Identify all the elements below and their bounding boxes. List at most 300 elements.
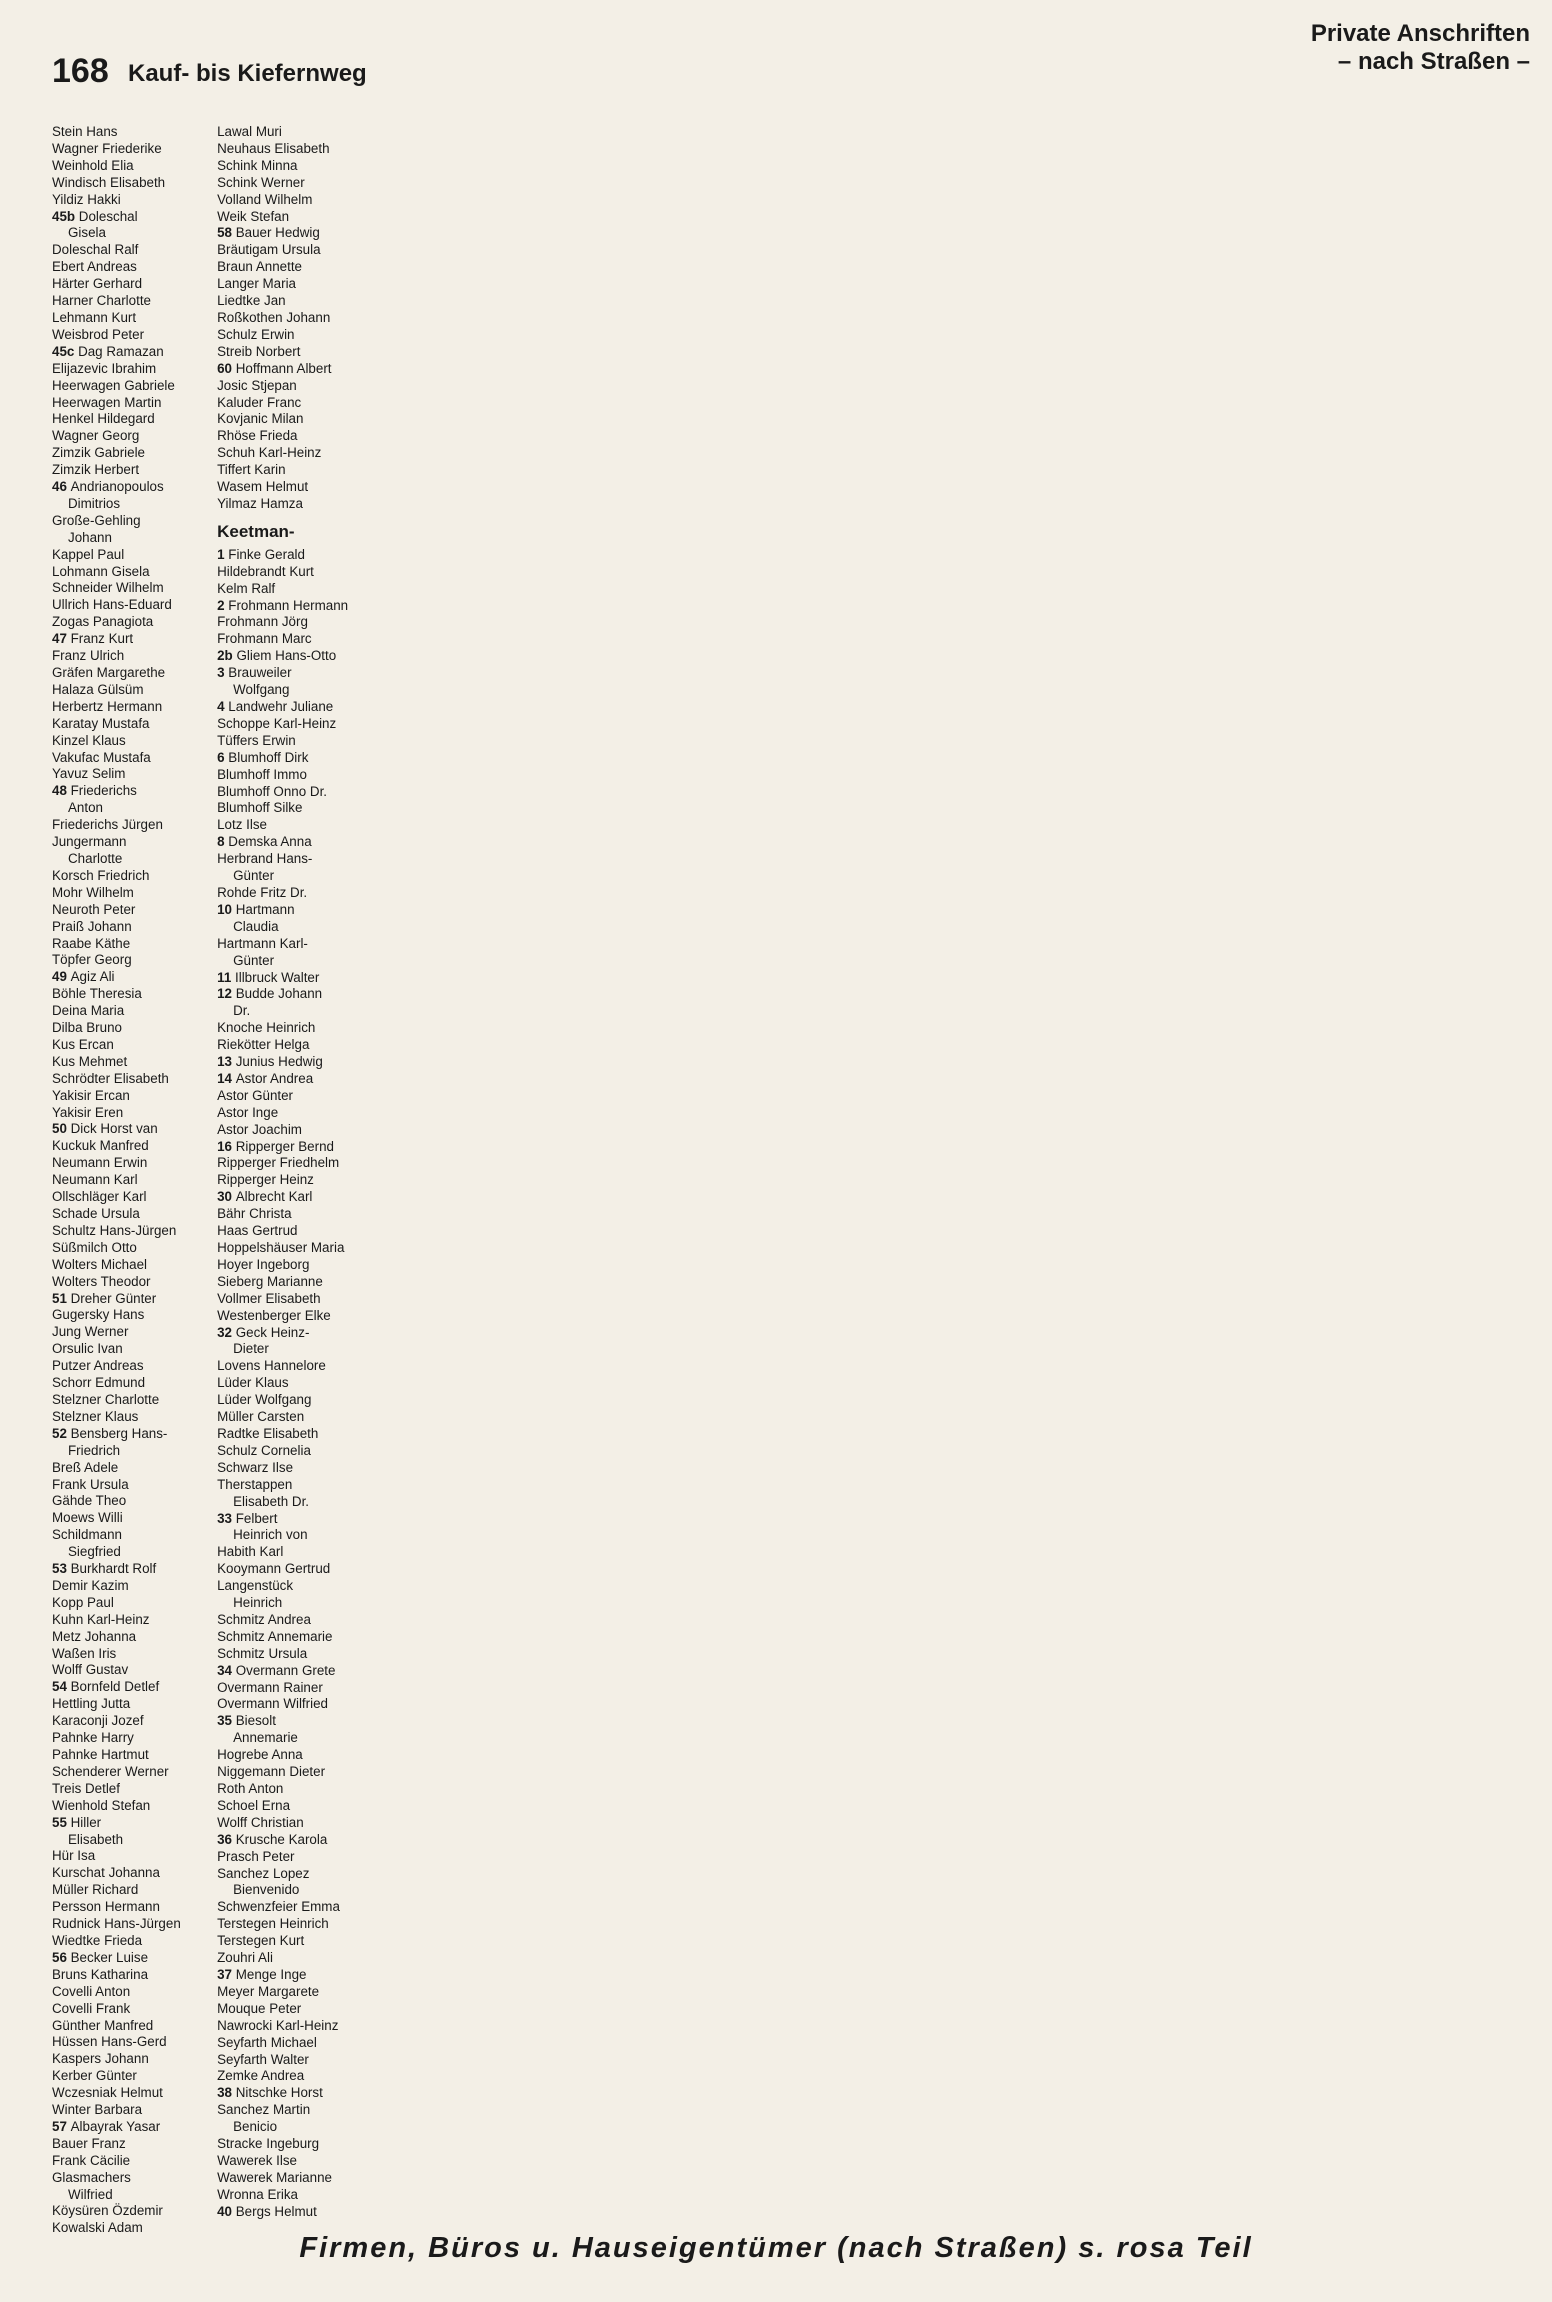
entry-text: Frank Ursula — [52, 1476, 129, 1492]
directory-entry — [217, 1139, 374, 1156]
entry-text: Franz Ulrich — [52, 648, 125, 664]
directory-entry — [217, 547, 374, 564]
entry-text: Winter Barbara — [52, 2102, 143, 2118]
directory-entry — [52, 2102, 209, 2119]
directory-entry — [52, 1206, 209, 1223]
directory-entry — [217, 1933, 374, 1950]
directory-entry — [52, 1848, 209, 1865]
entry-text: Lovens Hannelore — [217, 1358, 326, 1374]
entry-text: Astor Günter — [217, 1087, 294, 1103]
entry-text: Karatay Mustafa — [52, 715, 150, 731]
directory-entry — [217, 361, 374, 378]
entry-text: Friederichs Jürgen — [52, 817, 163, 833]
directory-entry — [52, 1510, 209, 1527]
entry-text: Hogrebe Anna — [217, 1747, 303, 1763]
entry-text: Finke Gerald — [228, 546, 305, 562]
entry-text: Kuhn Karl-Heinz — [52, 1611, 150, 1627]
directory-entry — [217, 1663, 374, 1680]
entry-text: Albayrak Yasar — [70, 2118, 161, 2134]
entry-text: Köysüren Özdemir — [52, 2203, 163, 2219]
entry-text: Prasch Peter — [217, 1848, 295, 1864]
entry-text: Karaconji Jozef — [52, 1713, 144, 1729]
entry-text: Frank Cäcilie — [52, 2152, 131, 2168]
entry-text: Müller Richard — [52, 1882, 139, 1898]
directory-entry — [52, 1967, 209, 1984]
entry-text: Hiller — [70, 1814, 102, 1830]
directory-entry — [217, 2170, 374, 2187]
directory-entry — [217, 1882, 374, 1899]
house-number: 45b — [52, 208, 79, 224]
entry-text: Lawal Muri — [217, 124, 282, 139]
directory-entry — [217, 784, 374, 801]
directory-entry — [217, 902, 374, 919]
entry-text: Wczesniak Helmut — [52, 2085, 163, 2101]
directory-entry — [52, 124, 209, 141]
house-number: 6 — [217, 749, 229, 765]
directory-entry — [217, 716, 374, 733]
directory-entry — [217, 1696, 374, 1713]
entry-text: Putzer Andreas — [52, 1358, 144, 1374]
directory-entry — [217, 1325, 374, 1342]
entry-text: Doleschal — [78, 208, 138, 224]
entry-text: Frohmann Marc — [217, 631, 312, 647]
directory-entry — [217, 1950, 374, 1967]
entry-text: Kus Ercan — [52, 1036, 114, 1052]
directory-entry — [217, 1494, 374, 1511]
entry-text: Rohde Fritz Dr. — [217, 884, 308, 900]
entry-text: Wolters Theodor — [52, 1273, 151, 1289]
entry-text: Kurschat Johanna — [52, 1865, 160, 1881]
directory-entry — [52, 513, 209, 530]
directory-entry — [52, 1696, 209, 1713]
entry-text: Schink Minna — [217, 157, 298, 173]
directory-entry — [52, 1679, 209, 1696]
directory-entry — [52, 1629, 209, 1646]
directory-entry — [52, 1662, 209, 1679]
directory-entry — [52, 547, 209, 564]
directory-entry — [217, 1240, 374, 1257]
house-number: 12 — [217, 986, 236, 1002]
entry-text: Kus Mehmet — [52, 1053, 128, 1069]
directory-entry — [52, 1155, 209, 1172]
house-number: 55 — [52, 1814, 71, 1830]
entry-text: Meyer Margarete — [217, 1983, 320, 1999]
directory-entry — [52, 1291, 209, 1308]
entry-text: Kappel Paul — [52, 546, 125, 562]
house-number: 14 — [217, 1070, 236, 1086]
directory-entry — [52, 2136, 209, 2153]
entry-text: Biesolt — [235, 1713, 276, 1729]
directory-entry — [52, 411, 209, 428]
directory-entry — [52, 1223, 209, 1240]
entry-text: Hüssen Hans-Gerd — [52, 2034, 167, 2050]
entry-text: Menge Inge — [235, 1966, 307, 1982]
page-header — [0, 0, 1552, 120]
directory-entry — [52, 1477, 209, 1494]
directory-entry — [217, 1544, 374, 1561]
house-number: 46 — [52, 479, 71, 495]
directory-entry — [217, 225, 374, 242]
directory-column — [52, 124, 209, 2237]
directory-entry — [52, 834, 209, 851]
entry-text: Raabe Käthe — [52, 935, 131, 951]
entry-text: Langenstück — [217, 1578, 294, 1594]
directory-entry — [217, 767, 374, 784]
directory-entry — [217, 733, 374, 750]
entry-text: Heerwagen Gabriele — [52, 377, 175, 393]
entry-text: Radtke Elisabeth — [217, 1425, 319, 1441]
entry-text: Treis Detlef — [52, 1780, 120, 1796]
directory-entry — [217, 1037, 374, 1054]
directory-entry — [217, 1899, 374, 1916]
entry-text: Schmitz Andrea — [217, 1611, 311, 1627]
directory-entry — [217, 395, 374, 412]
entry-text: Pahnke Hartmut — [52, 1747, 149, 1762]
directory-entry — [217, 1257, 374, 1274]
entry-text: Blumhoff Onno Dr. — [217, 783, 328, 799]
directory-entry — [52, 344, 209, 361]
entry-text: Wolff Gustav — [52, 1662, 129, 1678]
entry-text: Langer Maria — [217, 276, 297, 292]
directory-entry — [217, 1020, 374, 1037]
entry-text: Sanchez Martin — [217, 2102, 311, 2118]
entry-text: Schildmann — [52, 1527, 122, 1543]
directory-entry — [217, 564, 374, 581]
entry-text: Weisbrod Peter — [52, 326, 145, 342]
directory-entry — [52, 1358, 209, 1375]
house-number: 51 — [52, 1290, 71, 1306]
entry-text: Bienvenido — [233, 1882, 300, 1898]
entry-text: Blumhoff Immo — [217, 766, 307, 782]
entry-text: Mouque Peter — [217, 2000, 302, 2016]
house-number: 16 — [217, 1138, 236, 1154]
entry-text: Rhöse Frieda — [217, 428, 298, 444]
entry-text: Günter — [233, 952, 275, 968]
entry-text: Müller Carsten — [217, 1409, 305, 1425]
entry-text: Gähde Theo — [52, 1493, 127, 1509]
directory-entry — [52, 1713, 209, 1730]
directory-entry — [52, 800, 209, 817]
directory-entry — [52, 1882, 209, 1899]
directory-entry — [52, 310, 209, 327]
entry-text: Landwehr Juliane — [228, 699, 334, 714]
directory-entry — [217, 124, 374, 141]
entry-text: Wronna Erika — [217, 2186, 298, 2202]
directory-entry — [217, 614, 374, 631]
entry-text: Hoffmann Albert — [235, 360, 332, 376]
entry-text: Moews Willi — [52, 1510, 123, 1526]
directory-entry — [52, 1916, 209, 1933]
entry-text: Hoyer Ingeborg — [217, 1256, 310, 1272]
entry-text: Ripperger Bernd — [235, 1138, 334, 1154]
directory-entry — [52, 868, 209, 885]
directory-entry — [52, 1121, 209, 1138]
directory-entry — [52, 1274, 209, 1291]
entry-text: Jungermann — [52, 834, 127, 850]
directory-entry — [52, 1493, 209, 1510]
entry-text: Yilmaz Hamza — [217, 495, 303, 511]
entry-text: Glasmachers — [52, 2169, 131, 2185]
entry-text: Anton — [68, 800, 103, 816]
directory-entry — [52, 1527, 209, 1544]
directory-entry — [52, 1257, 209, 1274]
directory-entry — [52, 276, 209, 293]
directory-entry — [217, 1392, 374, 1409]
entry-text: Metz Johanna — [52, 1628, 137, 1644]
entry-text: Ripperger Friedhelm — [217, 1155, 340, 1171]
entry-text: Orsulic Ivan — [52, 1341, 123, 1357]
directory-entry — [217, 428, 374, 445]
house-number: 36 — [217, 1831, 236, 1847]
entry-text: Heinrich von — [233, 1527, 308, 1543]
entry-text: Schwarz Ilse — [217, 1459, 294, 1475]
directory-entry — [217, 2102, 374, 2119]
entry-text: Breß Adele — [52, 1459, 119, 1475]
directory-entry — [217, 1713, 374, 1730]
directory-entry — [217, 2085, 374, 2102]
entry-text: Windisch Elisabeth — [52, 174, 166, 190]
entry-text: Wolfgang — [233, 682, 290, 698]
directory-entry — [217, 293, 374, 310]
entry-text: Illbruck Walter — [235, 969, 320, 985]
entry-text: Stein Hans — [52, 124, 118, 139]
directory-entry — [52, 1984, 209, 2001]
directory-entry — [52, 665, 209, 682]
entry-text: Tiffert Karin — [217, 462, 286, 478]
directory-entry — [52, 1544, 209, 1561]
entry-text: Ollschläger Karl — [52, 1189, 147, 1205]
entry-text: Bauer Franz — [52, 2135, 126, 2151]
directory-entry — [52, 2085, 209, 2102]
directory-entry — [52, 1933, 209, 1950]
entry-text: Wawerek Ilse — [217, 2152, 297, 2168]
house-number: 58 — [217, 225, 236, 241]
directory-entry — [52, 327, 209, 344]
entry-text: Wawerek Marianne — [217, 2169, 332, 2185]
directory-entry — [52, 1646, 209, 1663]
entry-text: Kovjanic Milan — [217, 411, 304, 427]
entry-text: Frohmann Hermann — [228, 597, 349, 613]
entry-text: Kaluder Franc — [217, 394, 302, 410]
entry-text: Bergs Helmut — [235, 2203, 317, 2219]
entry-text: Bauer Hedwig — [235, 225, 320, 241]
entry-text: Hartmann Karl- — [217, 935, 308, 951]
entry-text: Siegfried — [68, 1544, 121, 1560]
directory-entry — [217, 242, 374, 259]
entry-text: Pahnke Harry — [52, 1730, 134, 1746]
entry-text: Frohmann Jörg — [217, 614, 308, 630]
directory-entry — [217, 581, 374, 598]
entry-text: Zimzik Herbert — [52, 462, 140, 478]
footer-note: Firmen, Büros u. Hauseigentümer (nach Straßen) s. rosa Teil — [299, 2232, 1253, 2264]
house-number: 13 — [217, 1054, 236, 1070]
entry-text: Astor Joachim — [217, 1121, 302, 1137]
directory-entry — [52, 1798, 209, 1815]
directory-entry — [52, 293, 209, 310]
entry-text: Junius Hedwig — [235, 1054, 323, 1070]
directory-entry — [52, 1324, 209, 1341]
directory-entry — [52, 851, 209, 868]
entry-text: Elisabeth — [68, 1831, 124, 1847]
directory-entry — [52, 2051, 209, 2068]
entry-text: Habith Karl — [217, 1544, 284, 1560]
entry-text: Praiß Johann — [52, 918, 132, 934]
house-number: 56 — [52, 1949, 71, 1965]
directory-entry — [217, 1172, 374, 1189]
entry-text: Stracke Ingeburg — [217, 2136, 320, 2152]
directory-entry — [217, 2119, 374, 2136]
directory-entry — [52, 766, 209, 783]
directory-entry — [217, 1443, 374, 1460]
entry-text: Franz Kurt — [70, 631, 134, 647]
entry-text: Wasem Helmut — [217, 479, 309, 495]
entry-text: Heerwagen Martin — [52, 394, 162, 410]
directory-column — [217, 124, 374, 2237]
entry-text: Hettling Jutta — [52, 1696, 131, 1712]
directory-entry — [52, 158, 209, 175]
directory-entry — [52, 648, 209, 665]
entry-text: Lohmann Gisela — [52, 563, 150, 579]
entry-text: Ullrich Hans-Eduard — [52, 597, 172, 613]
entry-text: Neuhaus Elisabeth — [217, 140, 330, 156]
directory-entry — [52, 2119, 209, 2136]
entry-text: Kaspers Johann — [52, 2051, 149, 2067]
entry-text: Weinhold Elia — [52, 157, 134, 173]
entry-text: Wienhold Stefan — [52, 1797, 151, 1813]
entry-text: Dreher Günter — [70, 1290, 157, 1306]
house-number: 3 — [217, 665, 229, 681]
directory-entry — [52, 682, 209, 699]
entry-text: Böhle Theresia — [52, 986, 142, 1002]
directory-entry — [52, 1037, 209, 1054]
directory-entry — [217, 141, 374, 158]
entry-text: Dilba Bruno — [52, 1020, 122, 1036]
entry-text: Bähr Christa — [217, 1206, 292, 1222]
entry-text: Elisabeth Dr. — [233, 1493, 310, 1509]
directory-entry — [52, 902, 209, 919]
entry-text: Terstegen Heinrich — [217, 1916, 329, 1932]
directory-entry — [217, 1849, 374, 1866]
entry-text: Friederichs — [70, 783, 137, 799]
directory-entry — [217, 344, 374, 361]
entry-text: Töpfer Georg — [52, 952, 132, 968]
entry-text: Roth Anton — [217, 1781, 284, 1796]
directory-entry — [52, 1950, 209, 1967]
directory-entry — [52, 1612, 209, 1629]
directory-entry — [217, 411, 374, 428]
entry-text: Günter — [233, 868, 275, 884]
directory-entry — [52, 1054, 209, 1071]
directory-entry — [217, 1477, 374, 1494]
house-number: 35 — [217, 1713, 236, 1729]
directory-entry — [217, 445, 374, 462]
entry-text: Gugersky Hans — [52, 1307, 145, 1323]
entry-text: Neuroth Peter — [52, 901, 136, 917]
directory-entry — [217, 800, 374, 817]
entry-text: Haas Gertrud — [217, 1223, 298, 1239]
directory-entry — [217, 1291, 374, 1308]
house-number: 37 — [217, 1966, 236, 1982]
directory-entry — [52, 1172, 209, 1189]
entry-text: Demir Kazim — [52, 1577, 129, 1593]
entry-text: Wolters Michael — [52, 1256, 148, 1272]
entry-text: Therstappen — [217, 1476, 293, 1492]
entry-text: Budde Johann — [235, 986, 323, 1002]
entry-text: Mohr Wilhelm — [52, 884, 134, 900]
directory-entry — [217, 631, 374, 648]
directory-entry — [52, 716, 209, 733]
house-number: 53 — [52, 1561, 71, 1577]
entry-text: Schorr Edmund — [52, 1375, 146, 1391]
entry-text: Westenberger Elke — [217, 1307, 331, 1323]
entry-text: Volland Wilhelm — [217, 191, 313, 207]
directory-entry — [217, 1967, 374, 1984]
directory-entry — [52, 259, 209, 276]
directory-entry — [217, 479, 374, 496]
house-number: 4 — [217, 699, 229, 714]
directory-entry — [52, 2034, 209, 2051]
entry-text: Lüder Wolfgang — [217, 1392, 312, 1408]
entry-text: Gliem Hans-Otto — [236, 648, 337, 664]
house-number: 2b — [217, 648, 237, 664]
entry-text: Nitschke Horst — [235, 2085, 323, 2101]
directory-entry — [217, 1815, 374, 1832]
directory-entry — [52, 1375, 209, 1392]
house-number: 38 — [217, 2085, 236, 2101]
directory-entry — [217, 192, 374, 209]
directory-entry — [52, 462, 209, 479]
directory-entry — [217, 1561, 374, 1578]
house-number: 57 — [52, 2118, 71, 2134]
directory-entry — [217, 1223, 374, 1240]
directory-entry — [217, 276, 374, 293]
entry-text: Hartmann — [235, 901, 295, 917]
entry-text: Lotz Ilse — [217, 817, 267, 833]
directory-entry — [52, 1899, 209, 1916]
directory-entry — [217, 1646, 374, 1663]
directory-entry — [217, 1680, 374, 1697]
entry-text: Zouhri Ali — [217, 1950, 273, 1966]
house-number: 1 — [217, 546, 229, 562]
house-number: 34 — [217, 1662, 236, 1678]
directory-entry — [52, 783, 209, 800]
directory-entry — [217, 868, 374, 885]
entry-text: Herbertz Hermann — [52, 698, 163, 714]
directory-entry — [217, 2001, 374, 2018]
directory-entry — [52, 209, 209, 226]
entry-text: Kopp Paul — [52, 1594, 114, 1610]
directory-entry — [52, 1020, 209, 1037]
house-number: 8 — [217, 834, 229, 850]
entry-text: Yakisir Ercan — [52, 1087, 130, 1103]
directory-entry — [52, 1409, 209, 1426]
entry-text: Seyfarth Michael — [217, 2034, 317, 2050]
entry-text: Weik Stefan — [217, 208, 290, 224]
entry-text: Tüffers Erwin — [217, 732, 296, 748]
directory-entry — [217, 1612, 374, 1629]
entry-text: Zogas Panagiota — [52, 614, 154, 630]
directory-entry — [217, 2204, 374, 2221]
directory-entry — [52, 750, 209, 767]
entry-text: Schmitz Annemarie — [217, 1628, 333, 1644]
directory-entry — [52, 445, 209, 462]
entry-text: Schneider Wilhelm — [52, 580, 164, 596]
entry-text: Knoche Heinrich — [217, 1020, 316, 1036]
entry-text: Krusche Karola — [235, 1831, 328, 1847]
directory-entry — [217, 970, 374, 987]
entry-text: Korsch Friedrich — [52, 867, 150, 883]
directory-entry — [52, 597, 209, 614]
